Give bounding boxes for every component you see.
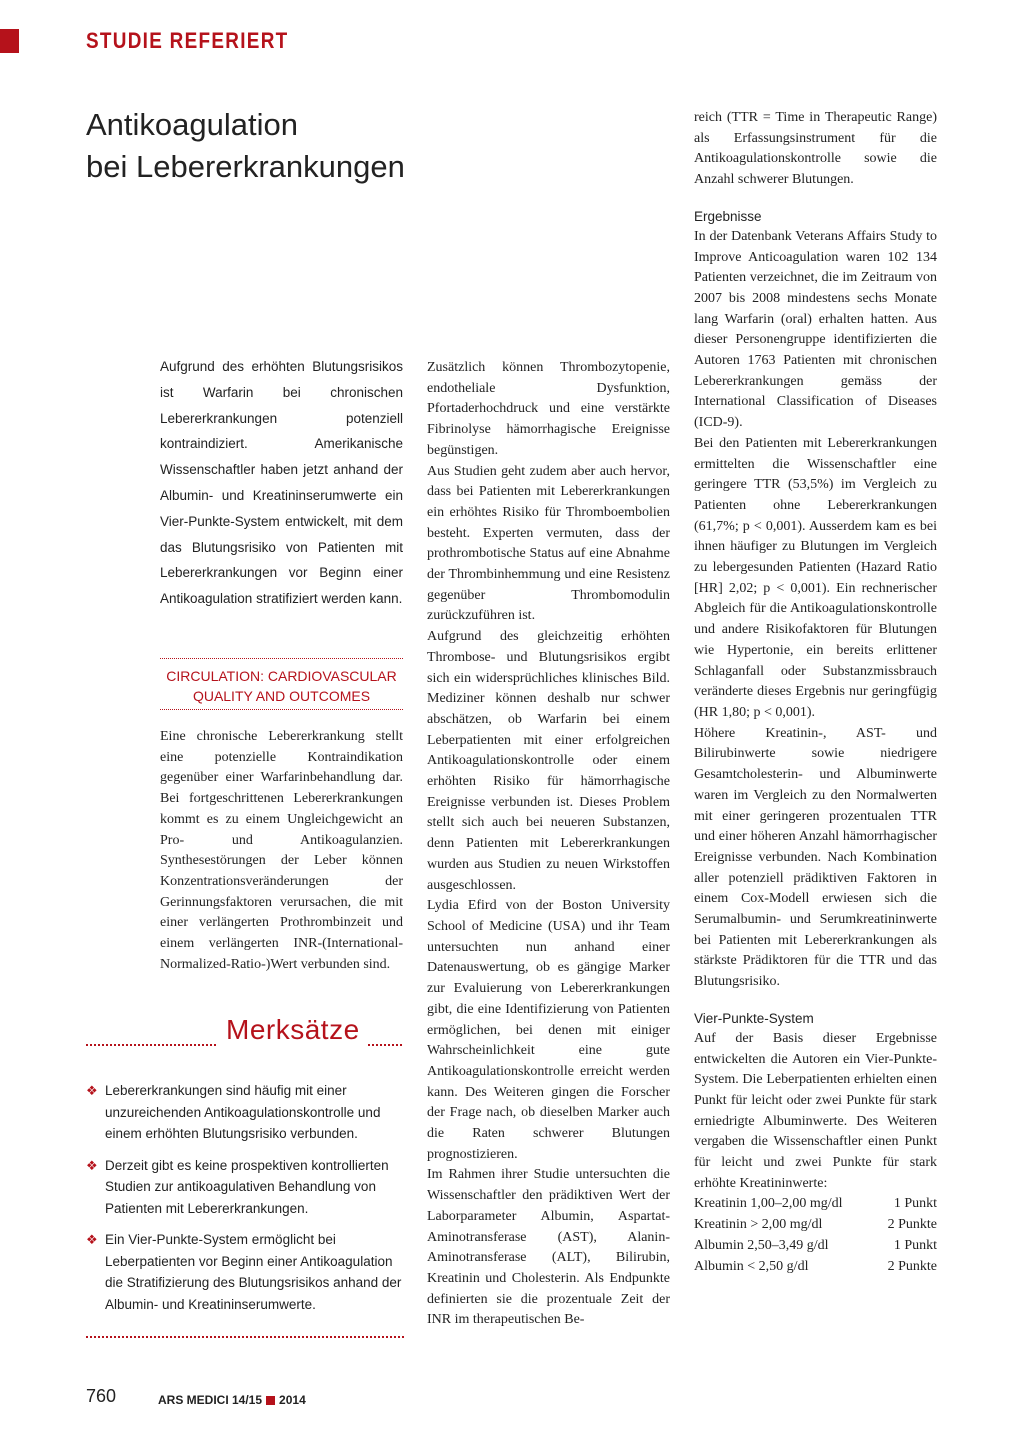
diamond-bullet-icon: ❖ [86,1232,98,1247]
merksaetze-item-text: Lebererkrankungen sind häufig mit einer unzureichenden Antikoagulationskontrolle und einem erhöhten Blutungsrisiko verbunden. [105,1083,381,1141]
score-points: 2 Punkte [887,1217,937,1233]
score-table [694,1194,937,1277]
score-row [694,1215,937,1236]
merksaetze-heading [86,1014,404,1054]
body-paragraph: Im Rahmen ihrer Studie untersuchten die Wissenschaftler den prädiktiven Wert der Laborparameter Albumin, Aspartat-Aminotransferase (AST), Alanin-Aminotransferase (ALT), Bilirubin, Kreatinin und Cholesterin. Als Endpunkte definierten sie die prozentuale Zeit der INR im therapeutischen Be- [427,1167,670,1328]
column-2 [427,358,670,1331]
body-paragraph: Bei den Patienten mit Lebererkrankungen ermittelten die Wissenschaftler eine geringere TTR (53,5%) im Vergleich zu Patienten ohne Lebererkrankungen (61,7%; p < 0,001). Ausserdem kam es bei ihnen häufiger zu Blutungen im Vergleich zu lebergesunden Patienten (Hazard Ratio [HR] 2,02; p < 0,001). Ein rechnerischer Abgleich für die Antikoagulationskontrolle und andere Risikofaktoren für Blutungen wie Hypertonie, ein bereits erlittener Schlaganfall oder Substanzmissbrauch veränderte dieses Ergebnis nur geringfügig (HR 1,80; p < 0,001). [694,435,937,720]
merksaetze-list [86,1080,404,1325]
body-paragraph: reich (TTR = Time in Therapeutic Range) als Erfassungsinstrument für die Antikoagulationskontrolle sowie die Anzahl schwerer Blutungen. [694,110,937,188]
merksaetze-item [86,1080,404,1145]
merksaetze-item [86,1155,404,1220]
score-label: Kreatinin > 2,00 mg/dl [694,1217,823,1233]
score-points: 1 Punkt [893,1237,937,1253]
score-label: Kreatinin 1,00–2,00 mg/dl [694,1196,843,1212]
body-paragraph: Zusätzlich können Thrombozytopenie, endotheliale Dysfunktion, Pfortaderhochdruck und eine verstärkte Fibrinolyse hämorrhagische Ereignisse begünstigen. [427,360,670,458]
article-lead: Aufgrund des erhöhten Blutungsrisikos ist Warfarin bei chronischen Lebererkrankungen potenziell kontraindiziert. Amerikanische Wissenschaftler haben jetzt anhand der Albumin- und Kreatininserumwerte ein Vier-Punkte-System entwickelt, mit dem das Blutungsrisiko von Patienten mit Lebererkrankungen vor Beginn einer Antikoagulation stratifiziert werden kann. [160,359,403,607]
journal-info [158,1393,306,1407]
score-points: 1 Punkt [893,1196,937,1212]
journal-year: 2014 [279,1393,306,1407]
section-accent-square [0,29,19,53]
body-paragraph: Höhere Kreatinin-, AST- und Bilirubinwerte sowie niedrigere Gesamtcholesterin- und Albuminwerte waren im Vergleich zu den Normalwerten mit einer geringeren prozentualen TTR und einer höheren Anzahl hämorrhagischer Ereignisse verbunden. Nach Kombination aller potenziell prädiktiven Faktoren in einem Cox-Modell erwiesen sich die Serumalbumin- und Serumkreatininwerte bei Patienten mit Lebererkrankungen als stärkste Prädiktoren für die TTR und das Blutungsrisiko. [694,725,937,990]
merksaetze-title: Merksätze [226,1014,360,1045]
subheading-results: Ergebnisse [694,208,762,224]
body-paragraph: Eine chronische Lebererkrankung stellt eine potenzielle Kontraindikation gegenüber einer Warfarinbehandlung dar. Bei fortgeschrittenen Lebererkrankungen kommt es zu einem Ungleichgewicht an Pro- und Antikoagulanzien. Synthesestörungen der Leber können Konzentrationsveränderungen der Gerinnungsfaktoren verursachen, die mit einer verlängerten Prothrombinzeit und einem verlängerten INR-(International-Normalized-Ratio-)Wert verbunden sind. [160,729,403,972]
body-paragraph: Aufgrund des gleichzeitig erhöhten Thrombose- und Blutungsrisikos ergibt sich ein widersprüchliches klinisches Bild. Mediziner können deshalb nur schwer abschätzen, ob Warfarin bei einem Leberpatienten mit einer erfolgreichen Antikoagulationskontrolle oder einem erhöhten Risiko für hämorrhagische Ereignisse verbunden ist. Dieses Problem stellt sich auch bei neueren Substanzen, denn Patienten mit Lebererkrankungen wurden aus Studien zu neuen Wirkstoffen ausgeschlossen. [427,629,670,893]
merksaetze-bottom-divider [86,1336,404,1338]
journal-name: ARS MEDICI 14/15 [158,1393,263,1407]
body-paragraph: Aus Studien geht zudem aber auch hervor, dass bei Patienten mit Lebererkrankungen ein erhöhtes Risiko für Thromboembolien besteht. Experten vermuten, dass der prothrombotische Status auf eine Abnahme der Thrombinhemmung und eine Resistenz gegenüber Thrombomodulin zurückzuführen ist. [427,463,670,624]
page-number: 760 [86,1386,117,1406]
body-paragraph: In der Datenbank Veterans Affairs Study to Improve Anticoagulation waren 102 134 Patienten verzeichnet, die im Zeitraum von 2007 bis 2008 mindestens sechs Monate lang Warfarin (oral) erhalten hatten. Aus dieser Personengruppe identifizierten die Autoren 1763 Patienten mit chronischen Lebererkrankungen gemäss der International Classification of Diseases (ICD-9). [694,228,937,431]
merksaetze-item-text: Derzeit gibt es keine prospektiven kontrollierten Studien zur antikoagulativen Behandlung von Patienten mit Lebererkrankungen. [105,1157,389,1216]
merksaetze-dots-left [86,1044,216,1046]
subheading-four-point-system: Vier-Punkte-System [694,1010,814,1026]
column-1 [160,727,403,975]
score-row [694,1236,937,1257]
square-separator-icon [266,1396,275,1405]
merksaetze-item [86,1229,404,1315]
body-paragraph: Auf der Basis dieser Ergebnisse entwickelten die Autoren ein Vier-Punkte-System. Die Leberpatienten erhielten einen Punkt für leicht oder zwei Punkte für stark erniedrigte Albuminwerte. Des Weiteren vergaben die Wissenschaftler einen Punkt für leicht und zwei Punkte für stark erhöhte Kreatininwerte: [694,1030,937,1191]
merksaetze-dots-right [368,1044,402,1046]
score-label: Albumin < 2,50 g/dl [694,1258,809,1274]
title-line-2: bei Lebererkrankungen [86,149,405,184]
source-divider-top [160,658,403,659]
diamond-bullet-icon: ❖ [86,1157,98,1173]
article-title [86,104,506,188]
title-line-1: Antikoagulation [86,107,298,142]
score-row [694,1257,937,1278]
body-paragraph: Lydia Efird von der Boston University School of Medicine (USA) und ihr Team untersuchten nun anhand einer Datenauswertung, ob es gängige Marker zur Evaluierung von Lebererkrankungen gibt, die eine Identifizierung von Patienten ermöglichen, bei denen mit einiger Wahrscheinlichkeit eine gute Antikoagulationskontrolle erreicht werden kann. Des Weiteren gingen die Forscher der Frage nach, ob dieselben Marker auch die Raten schwerer Blutungen prognostizieren. [427,898,670,1162]
source-divider-bottom [160,709,403,710]
diamond-bullet-icon: ❖ [86,1083,98,1098]
score-points: 2 Punkte [887,1258,937,1274]
column-3 [694,108,937,1277]
article-source: CIRCULATION: CARDIOVASCULAR QUALITY AND OUTCOMES [166,668,397,704]
merksaetze-item-text: Ein Vier-Punkte-System ermöglicht bei Leberpatienten vor Beginn einer Antikoagulation die Stratifizierung des Blutungsrisikos anhand der Albumin- und Kreatininserumwerte. [105,1232,402,1312]
score-label: Albumin 2,50–3,49 g/dl [694,1237,829,1253]
section-label: STUDIE REFERIERT [86,28,289,53]
score-row [694,1194,937,1215]
